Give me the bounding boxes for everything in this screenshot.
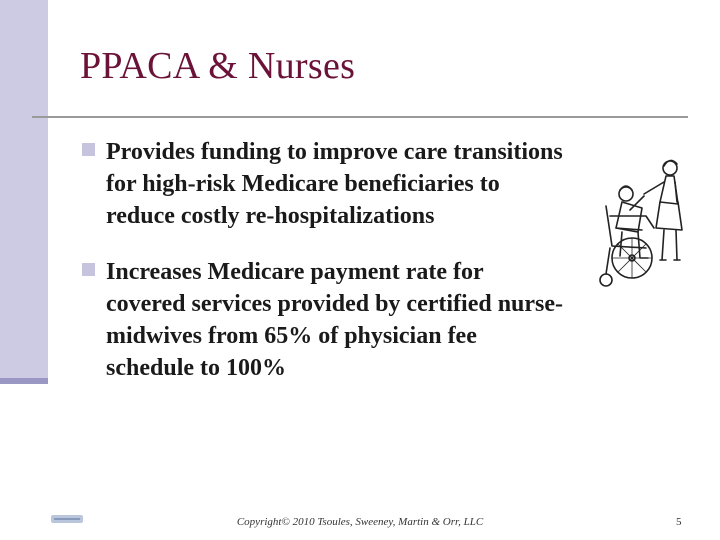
footer-copyright: Copyright© 2010 Tsoules, Sweeney, Martin & Orr, LLC — [236, 516, 484, 528]
bullet-square-icon — [82, 143, 95, 156]
nurse-wheelchair-illustration — [576, 156, 696, 296]
side-bar-edge — [0, 378, 48, 384]
bullet-text-1: Provides funding to improve care transitions for high-risk Medicare beneficiaries to reduce costly re-hospitalizations — [106, 139, 563, 229]
decorative-side-bar — [0, 0, 48, 384]
title-divider — [32, 116, 688, 118]
page-number: 5 — [676, 516, 682, 528]
bullet-square-icon — [82, 263, 95, 276]
bullet-item-2 — [82, 256, 652, 384]
bullet-item-1 — [82, 136, 652, 232]
bullet-text-2: Increases Medicare payment rate for covered services provided by certified nurse- midwives from 65% of physician fee schedule to 100% — [106, 259, 564, 381]
slide-title: PPACA & Nurses — [80, 45, 356, 87]
